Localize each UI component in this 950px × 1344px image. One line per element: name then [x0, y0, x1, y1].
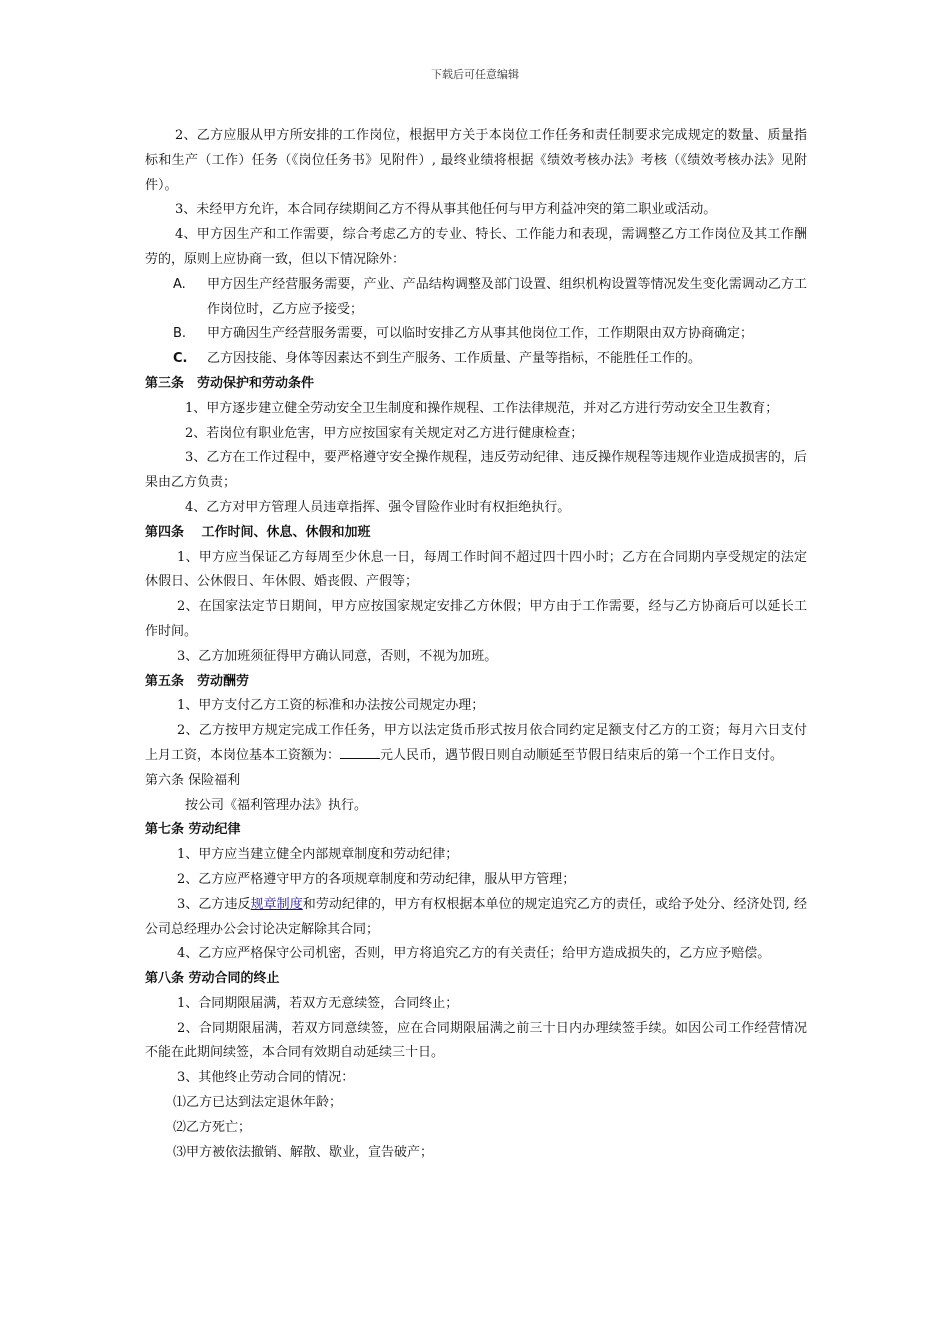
art8-para-3: 3、其他终止劳动合同的情况：	[177, 1070, 355, 1086]
item-letter: B.	[173, 326, 187, 342]
art8-para-1: 1、合同期限届满，若双方无意续签，合同终止；	[177, 995, 459, 1011]
rules-link[interactable]: 规章制度	[250, 896, 303, 912]
art2-item-c	[145, 347, 807, 372]
art4-para-3: 3、乙方加班须征得甲方确认同意，否则，不视为加班。	[177, 648, 498, 664]
item-letter: C.	[173, 351, 188, 367]
art5-para-1: 1、甲方支付乙方工资的标准和办法按公司规定办理；	[177, 698, 485, 714]
art3-para-2: 2、若岗位有职业危害，甲方应按国家有关规定对乙方进行健康检查；	[185, 425, 584, 441]
art5-para-2	[145, 719, 807, 769]
item-letter: A.	[173, 276, 186, 292]
item-text: 甲方确因生产经营服务需要，可以临时安排乙方从事其他岗位工作，工作期限由双方协商确定；	[207, 326, 754, 342]
art7-para-3-start: 3、乙方违反	[177, 896, 251, 912]
art5-para-2-start: 2、乙方按甲方规定完成工作任务，甲方以法定货币形式按月依合同约定足额支付乙方的工资；每月六日支付上月工资，本岗位基本工资额为：	[145, 723, 807, 763]
article-4-title: 第四条 工作时间、休息、休假和加班	[145, 524, 371, 540]
art8-para-2: 2、合同期限届满，若双方同意续签，应在合同期限届满之前三十日内办理续签手续。如因公司工作经营情况不能在此期间续签，本合同有效期自动延续三十日。	[145, 1020, 807, 1061]
salary-blank	[340, 744, 380, 759]
art7-para-1: 1、甲方应当建立健全内部规章制度和劳动纪律；	[177, 847, 459, 863]
art8-sub-3: ⑶甲方被依法撤销、解散、歇业，宣告破产；	[173, 1144, 434, 1160]
article-3-title: 第三条 劳动保护和劳动条件	[145, 375, 315, 391]
document-body	[145, 124, 807, 1165]
item-text: 甲方因生产经营服务需要，产业、产品结构调整及部门设置、组织机构设置等情况发生变化需调动乙方工作岗位时，乙方应予接受；	[207, 276, 807, 317]
art3-para-4: 4、乙方对甲方管理人员违章指挥、强令冒险作业时有权拒绝执行。	[185, 499, 571, 515]
art3-para-3: 3、乙方在工作过程中，要严格遵守安全操作规程，违反劳动纪律、违反操作规程等违规作业造成损害的，后果由乙方负责；	[145, 450, 807, 491]
art2-para-3: 3、未经甲方允许，本合同存续期间乙方不得从事其他任何与甲方利益冲突的第二职业或活动。	[175, 202, 717, 218]
art7-para-3-end: 和劳动纪律的，甲方有权根据本单位的规定追究乙方的责任，或给予处分、经济处罚, 经公司总经理办公会讨论决定解除其合同；	[145, 896, 807, 937]
article-5-title: 第五条 劳动酬劳	[145, 673, 250, 689]
art5-para-2-end: 元人民币，遇节假日则自动顺延至节假日结束后的第一个工作日支付。	[380, 747, 784, 763]
art7-para-4: 4、乙方应严格保守公司机密，否则，甲方将追究乙方的有关责任；给甲方造成损失的，乙方应予赔偿。	[177, 946, 771, 962]
art2-para-2: 2、乙方应服从甲方所安排的工作岗位，根据甲方关于本岗位工作任务和责任制要求完成规定的数量、质量指标和生产（工作）任务（《岗位任务书》见附件）, 最终业绩将根据《绩效考核办法》考核（《绩效考核办法》见附件）。	[145, 128, 807, 193]
article-6-title: 第六条 保险福利	[145, 772, 241, 788]
art2-item-b	[145, 322, 807, 347]
art4-para-1: 1、甲方应当保证乙方每周至少休息一日，每周工作时间不超过四十四小时；乙方在合同期内享受规定的法定休假日、公休假日、年休假、婚丧假、产假等；	[145, 549, 807, 590]
art8-sub-1: ⑴乙方已达到法定退休年龄；	[173, 1095, 343, 1111]
art3-para-1: 1、甲方逐步建立健全劳动安全卫生制度和操作规程、工作法律规范，并对乙方进行劳动安全卫生教育；	[185, 400, 779, 416]
art7-para-2: 2、乙方应严格遵守甲方的各项规章制度和劳动纪律，服从甲方管理；	[177, 871, 576, 887]
art2-para-4: 4、甲方因生产和工作需要，综合考虑乙方的专业、特长、工作能力和表现，需调整乙方工作岗位及其工作酬劳的，原则上应协商一致，但以下情况除外：	[145, 227, 807, 267]
art2-item-a	[145, 273, 807, 323]
header-note: 下载后可任意编辑	[431, 68, 519, 81]
art7-para-3	[145, 893, 807, 943]
article-7-title: 第七条 劳动纪律	[145, 822, 241, 838]
art6-para-1: 按公司《福利管理办法》执行。	[185, 797, 368, 813]
art4-para-2: 2、在国家法定节日期间，甲方应按国家规定安排乙方休假；甲方由于工作需要，经与乙方协商后可以延长工作时间。	[145, 599, 807, 639]
art8-sub-2: ⑵乙方死亡；	[173, 1119, 252, 1135]
item-text: 乙方因技能、身体等因素达不到生产服务、工作质量、产量等指标，不能胜任工作的。	[207, 351, 702, 367]
article-8-title: 第八条 劳动合同的终止	[145, 971, 280, 987]
